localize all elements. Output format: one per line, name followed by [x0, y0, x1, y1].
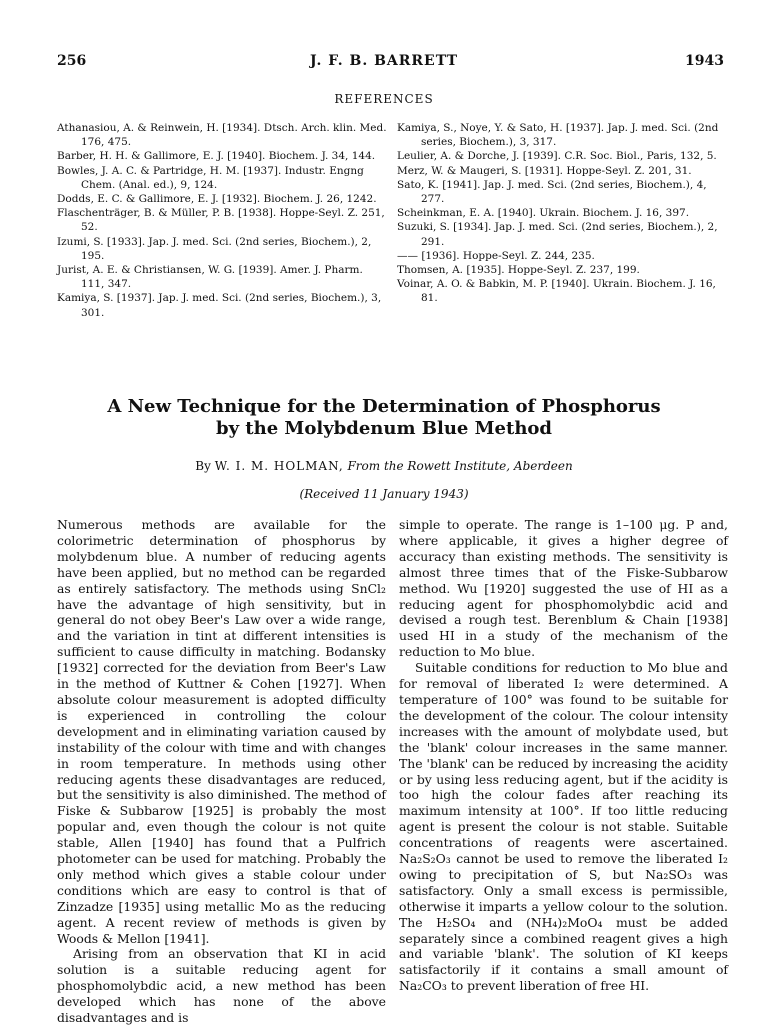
reference-entry: Leulier, A. & Dorche, J. [1939]. C.R. Soc. Biol., Paris, 132, 5.	[397, 150, 717, 163]
article-title-line-1: A New Technique for the Determination of Phosphorus	[107, 396, 661, 417]
body-paragraph: Numerous methods are available for the colorimetric determination of phosphorus by molybdenum blue. A number of reducing agents have been applied, but no method can be regarded as entirely satisfactory. The methods using SnCl₂ have the advantage of high sensitivity, but in general do not obey Beer's Law over a wide range, and the variation in tint at different intensities is sufficient to cause difficulty in matching. Bodansky [1932] corrected for the deviation from Beer's Law in the method of Kuttner & Cohen [1927]. When absolute colour measurement is adopted difficulty is experienced in controlling the colour development and in eliminating variation caused by instability of the colour with time and with changes in room temperature. In methods using other reducing agents these disadvantages are reduced, but the sensitivity is also diminished. The method of Fiske & Subbarow [1925] is probably the most popular and, even though the colour is not quite stable, Allen [1940] has found that a Pulfrich photometer can be used for matching. Probably the only method which gives a stable colour under conditions which are easy to control is that of Zinzadze [1935] using metallic Mo as the reducing agent. A recent review of methods is given by Woods & Mellon [1941].	[57, 517, 386, 946]
references-right-column	[397, 121, 729, 306]
reference-entry: Sato, K. [1941]. Jap. J. med. Sci. (2nd series, Biochem.), 4, 277.	[397, 178, 707, 206]
reference-entry: Athanasiou, A. & Reinwein, H. [1934]. Dtsch. Arch. klin. Med. 176, 475.	[57, 122, 387, 149]
article-title-line-2: by the Molybdenum Blue Method	[216, 418, 552, 439]
article-title	[0, 396, 768, 440]
author-name: W. I. M. HOLMAN,	[214, 459, 344, 473]
body-right-column	[399, 517, 728, 994]
byline-prefix: By	[195, 459, 211, 473]
reference-entry: Dodds, E. C. & Gallimore, E. J. [1932]. Biochem. J. 26, 1242.	[57, 193, 377, 206]
references-left-column	[57, 121, 389, 320]
byline	[0, 459, 768, 473]
page-number: 256	[57, 53, 87, 69]
received-date: (Received 11 January 1943)	[299, 487, 469, 501]
reference-entry: Suzuki, S. [1934]. Jap. J. med. Sci. (2nd series, Biochem.), 2, 291.	[397, 221, 718, 248]
body-paragraph: Suitable conditions for reduction to Mo blue and for removal of liberated I₂ were determined. A temperature of 100° was found to be suitable for the development of the colour. The colour intensity increases with the amount of molybdate used, but the 'blank' colour increases in the same manner. The 'blank' can be reduced by increasing the acidity or by using less reducing agent, but if the acidity is too high the colour fades after reaching its maximum intensity at 100°. If too little reducing agent is present the colour is not stable. Suitable concentrations of reagents were ascertained. Na₂S₂O₃ cannot be used to remove the liberated I₂ owing to precipitation of S, but Na₂SO₃ was satisfactory. Only a small excess is permissible, otherwise it imparts a yellow colour to the solution. The H₂SO₄ and (NH₄)₂MoO₄ must be added separately since a combined reagent gives a high and variable 'blank'. The solution of KI keeps satisfactorily if it contains a small amount of Na₂CO₃ to prevent liberation of free HI.	[399, 660, 728, 994]
header-year: 1943	[685, 53, 724, 69]
reference-entry: Jurist, A. E. & Christiansen, W. G. [1939]. Amer. J. Pharm. 111, 347.	[57, 264, 363, 291]
reference-entry: Izumi, S. [1933]. Jap. J. med. Sci. (2nd series, Biochem.), 2, 195.	[57, 235, 372, 262]
author-affiliation: From the Rowett Institute, Aberdeen	[347, 459, 573, 473]
references-heading: REFERENCES	[334, 92, 434, 106]
reference-entry: Scheinkman, E. A. [1940]. Ukrain. Biochem. J. 16, 397.	[397, 207, 690, 220]
reference-entry: Bowles, J. A. C. & Partridge, H. M. [1937]. Industr. Engng Chem. (Anal. ed.), 9, 124.	[57, 164, 364, 191]
reference-entry: Merz, W. & Maugeri, S. [1931]. Hoppe-Seyl. Z. 201, 31.	[397, 164, 692, 177]
body-paragraph: Arising from an observation that KI in acid solution is a suitable reducing agent for phosphomolybdic acid, a new method has been developed which has none of the above disadvantages and is	[57, 946, 386, 1026]
reference-entry: Thomsen, A. [1935]. Hoppe-Seyl. Z. 237, 199.	[397, 264, 640, 277]
reference-entry: Flaschenträger, B. & Müller, P. B. [1938]. Hoppe-Seyl. Z. 251, 52.	[57, 207, 385, 234]
reference-entry: Kamiya, S. [1937]. Jap. J. med. Sci. (2nd series, Biochem.), 3, 301.	[57, 292, 382, 319]
running-title: J. F. B. BARRETT	[309, 53, 459, 69]
reference-entry: Kamiya, S., Noye, Y. & Sato, H. [1937]. Jap. J. med. Sci. (2nd series, Biochem.), 3, 317.	[397, 122, 719, 149]
body-left-column	[57, 517, 386, 1026]
reference-entry: —— [1936]. Hoppe-Seyl. Z. 244, 235.	[397, 249, 595, 262]
reference-entry: Voinar, A. O. & Babkin, M. P. [1940]. Ukrain. Biochem. J. 16, 81.	[397, 278, 716, 305]
body-paragraph: simple to operate. The range is 1–100 μg. P and, where applicable, it gives a higher degree of accuracy than existing methods. The sensitivity is almost three times that of the Fiske-Subbarow method. Wu [1920] suggested the use of HI as a reducing agent for phosphomolybdic acid and devised a rough test. Berenblum & Chain [1938] used HI in a study of the mechanism of the reduction to Mo blue.	[399, 517, 728, 660]
reference-entry: Barber, H. H. & Gallimore, E. J. [1940]. Biochem. J. 34, 144.	[57, 150, 376, 163]
